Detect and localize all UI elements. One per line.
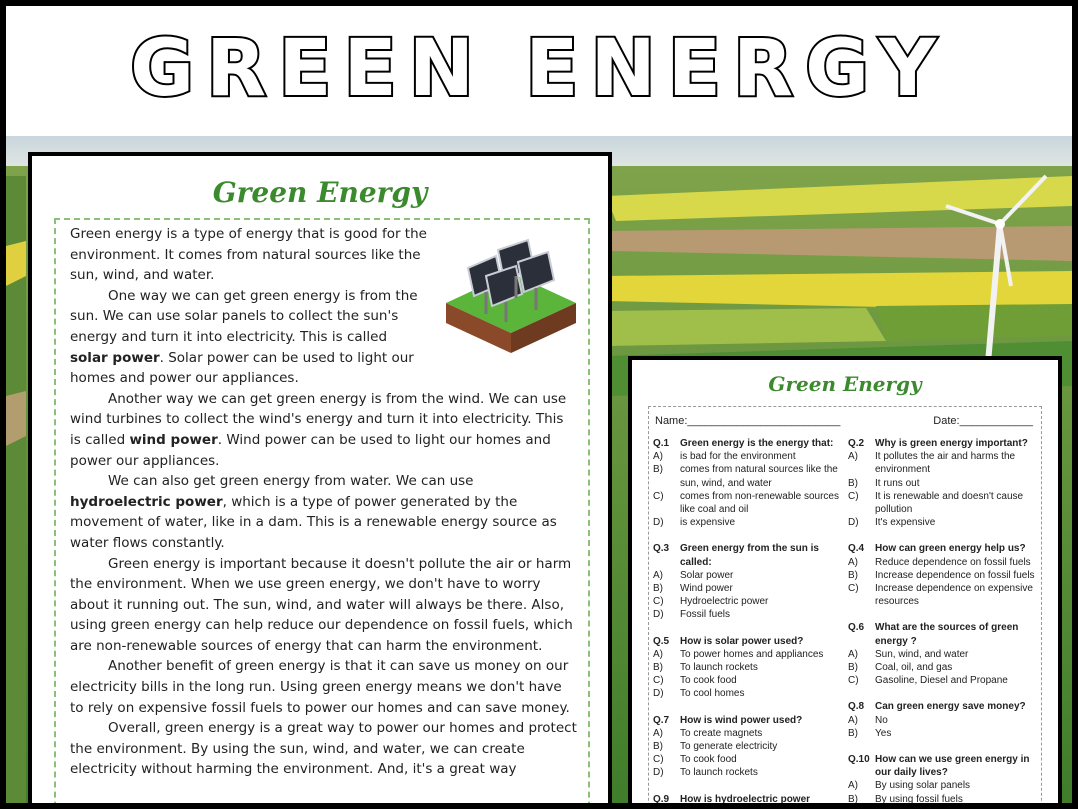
answer-option [848,674,1038,687]
reading-paragraph [70,656,578,718]
option-letter: B) [848,569,858,581]
question-block [653,714,843,780]
option-text: is bad for the environment [680,451,796,463]
answer-option [653,661,843,674]
option-letter: A) [848,451,858,463]
questions-right-column [848,437,1038,809]
answer-option [848,648,1038,661]
answer-option [653,766,843,779]
question [848,753,1038,779]
option-letter: A) [848,556,858,568]
option-letter: A) [653,727,663,739]
option-text: To power homes and appliances [680,648,824,660]
option-text: It pollutes the air and harms the environment [875,451,1016,476]
key-term: solar power [70,349,160,366]
reading-dashed-box [54,218,590,809]
paragraph-text: Green energy is a type of energy that is good for the environment. It comes from natural sources like the sun, wind, and water. [70,226,427,284]
key-term: hydroelectric power [70,493,223,510]
question-number: Q.8 [848,701,865,713]
question [848,621,1038,647]
option-letter: B) [848,727,858,739]
option-letter: B) [848,477,858,489]
question-block [848,621,1038,687]
option-letter: C) [848,675,859,687]
question [653,714,843,727]
question-text: How is hydroelectric power [680,793,811,805]
name-field-label: Name:_________________________ [655,415,841,427]
quiz-sheet [628,356,1062,809]
question-number: Q.7 [653,714,670,726]
answer-option [848,661,1038,674]
option-text: Gasoline, Diesel and Propane [875,675,1008,687]
option-text: comes from natural sources like the sun, wind, and water [680,464,838,489]
question [653,542,843,568]
answer-option [848,793,1038,806]
question-number: Q.4 [848,543,865,555]
option-text: No [875,714,888,726]
question-number: Q.5 [653,635,670,647]
option-letter: C) [848,490,859,502]
question-block [653,793,843,806]
option-letter: B) [653,662,663,674]
question [848,437,1038,450]
reading-title: Green Energy [212,176,428,209]
option-text: Wind power [680,583,733,595]
answer-option [848,582,1038,608]
question-block [848,542,1038,608]
answer-option [653,569,843,582]
option-letter: A) [848,648,858,660]
question-block [848,700,1038,740]
answer-option [848,727,1038,740]
question-text: Why is green energy important? [875,438,1028,449]
quiz-dashed-box [648,406,1042,809]
answer-option [848,556,1038,569]
option-text: is expensive [680,517,736,529]
answer-option [653,608,843,621]
question-number: Q.10 [848,754,870,766]
question-text: How is wind power used? [680,714,803,726]
option-text: It runs out [875,477,920,489]
quiz-title: Green Energy [768,372,922,396]
banner-title: GREEN ENERGY [130,24,948,114]
reading-paragraph [70,554,578,657]
option-letter: A) [653,451,663,463]
answer-option [653,582,843,595]
option-letter: B) [653,583,663,595]
option-text: To launch rockets [680,767,758,779]
question-block [848,753,1038,806]
option-text: It is renewable and doesn't cause pollution [875,490,1024,516]
paragraph-text: . Wind power can be used to light our homes and power our appliances. [70,431,551,469]
question [653,635,843,648]
option-text: Hydroelectric power [680,596,769,608]
option-letter: A) [653,648,663,660]
option-text: Increase dependence on fossil fuels [875,569,1035,581]
paragraph-text: Another way we can get green energy is from the wind. We can use wind turbines to collect the wind's energy and turn it into electricity. This is called [70,390,567,448]
option-letter: D) [653,517,664,529]
option-text: Sun, wind, and water [875,648,969,660]
question-number: Q.9 [653,793,670,805]
option-letter: C) [653,675,664,687]
option-text: To cook food [680,675,737,687]
option-letter: A) [653,569,663,581]
answer-option [653,463,843,489]
option-text: Yes [875,727,892,739]
question-block [653,635,843,701]
paragraph-text: Green energy is important because it doesn't pollute the air or harm the environment. When we use green energy, we don't have to worry about it running out. The sun, wind, and water will always be there. Also, using green energy can help reduce our dependence on fossil fuels, which are non-renewable sources of energy that can harm the environment. [70,555,573,654]
question [848,542,1038,555]
answer-option [653,595,843,608]
solar-panel-illustration [436,228,586,358]
question [653,793,843,806]
answer-option [653,516,843,529]
option-letter: C) [653,596,664,608]
question-block [653,542,843,621]
question-block [653,437,843,529]
answer-option [848,714,1038,727]
paragraph-text: . Solar power can be used to light our homes and power our appliances. [70,349,414,387]
answer-option [848,450,1038,476]
question-text: Green energy from the sun is called: [680,543,819,568]
paragraph-text: , which is a type of power generated by the movement of water, like in a dam. This is a renewable energy source as water flows constantly. [70,493,557,551]
paragraph-text: Another benefit of green energy is that it can save us money on our electricity bills in the long run. Using green energy means we don't have to rely on expensive fossil fuels to power our homes and can save money. [70,658,570,716]
question [653,437,843,450]
question-block [848,437,1038,529]
option-text: Increase dependence on expensive resources [875,583,1033,608]
title-banner [6,6,1072,136]
option-letter: A) [848,780,858,792]
option-letter: D) [653,767,664,779]
paragraph-text: We can also get green energy from water. We can use [108,473,474,490]
option-text: To launch rockets [680,662,758,674]
option-letter: B) [653,464,663,476]
question-number: Q.2 [848,438,865,449]
question-number: Q.6 [848,622,865,634]
question-text: Can green energy save money? [875,701,1026,713]
reading-passage [70,224,578,780]
answer-option [848,569,1038,582]
answer-option [653,727,843,740]
answer-option [848,779,1038,792]
question-text: Green energy is the energy that: [680,438,834,449]
option-letter: B) [653,741,663,753]
question [848,700,1038,713]
question-number: Q.3 [653,543,670,555]
option-text: Reduce dependence on fossil fuels [875,556,1031,568]
answer-option [653,753,843,766]
option-text: To cook food [680,754,737,766]
answer-option [653,648,843,661]
question-number: Q.1 [653,438,670,449]
option-text: Coal, oil, and gas [875,662,953,674]
reading-paragraph [70,471,578,553]
option-letter: D) [653,609,664,621]
paragraph-text: Overall, green energy is a great way to power our homes and protect the environment. By using the sun, wind, and water, we can create electricity without harming the environment. And, it's a great way [70,720,577,778]
option-text: To generate electricity [680,741,778,753]
option-letter: C) [653,490,664,502]
answer-option [848,516,1038,529]
option-text: comes from non-renewable sources like coal and oil [680,490,839,516]
option-text: Fossil fuels [680,609,731,621]
option-letter: D) [653,688,664,700]
option-text: By using fossil fuels [875,793,963,805]
answer-option [653,687,843,700]
questions-left-column [653,437,843,809]
option-letter: A) [848,714,858,726]
option-letter: B) [848,662,858,674]
question-text: How can we use green energy in our daily lives? [875,754,1030,779]
option-letter: B) [848,793,858,805]
option-text: To cool homes [680,688,745,700]
key-term: wind power [129,431,218,448]
answer-option [653,674,843,687]
option-letter: D) [848,517,859,529]
option-letter: C) [848,583,859,595]
paragraph-text: One way we can get green energy is from the sun. We can use solar panels to collect the sun's energy and turn it into electricity. This is called [70,287,418,345]
answer-option [653,740,843,753]
reading-paragraph [70,718,578,780]
reading-passage-sheet [28,152,612,809]
question-text: What are the sources of green energy ? [875,622,1019,647]
option-text: Solar power [680,569,734,581]
option-text: It's expensive [875,517,936,529]
question-text: How can green energy help us? [875,543,1026,555]
option-text: By using solar panels [875,780,971,792]
question-text: How is solar power used? [680,635,804,647]
answer-option [848,490,1038,516]
date-field-label: Date:____________ [933,415,1033,427]
option-text: To create magnets [680,727,763,739]
answer-option [653,450,843,463]
answer-option [848,477,1038,490]
reading-paragraph [70,389,578,471]
answer-option [653,490,843,516]
option-letter: C) [653,754,664,766]
